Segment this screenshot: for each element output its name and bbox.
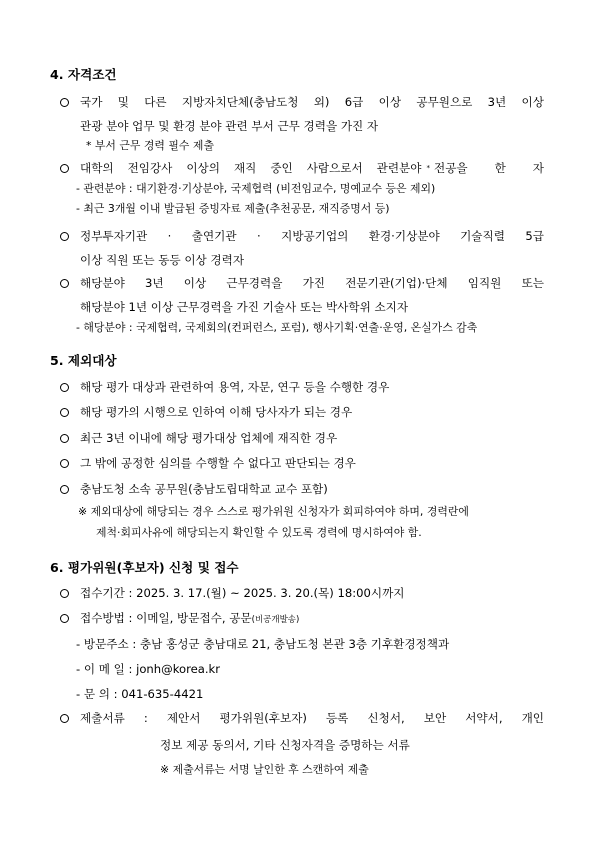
word: 국가	[80, 95, 103, 109]
word: 이상	[183, 276, 207, 290]
footnote-marker: *	[426, 164, 430, 172]
word: 한	[494, 161, 506, 175]
word: 5급	[525, 229, 544, 243]
word: 보안	[423, 711, 447, 725]
word: 지방자치단체(충남도청	[181, 95, 299, 109]
s4-item3-line1	[80, 228, 544, 244]
word: 전공을	[434, 161, 468, 175]
s4-item2-detail2: - 최근 3개월 이내 발급된 증빙자료 제출(추천공문, 재직증명서 등)	[76, 202, 390, 215]
word: 6급	[344, 95, 364, 109]
circle-bullet-icon	[60, 589, 69, 598]
word: 등록	[325, 711, 349, 725]
s4-item1-line1	[80, 94, 544, 110]
word: 제출서류	[80, 711, 125, 725]
s4-item4-line2: 해당분야 1년 이상 근무경력을 가진 기술사 또는 박사학위 소지자	[80, 300, 409, 314]
circle-bullet-icon	[60, 714, 69, 723]
s4-item2-text-b	[434, 160, 544, 176]
s6-period: 접수기간 : 2025. 3. 17.(월) ~ 2025. 3. 20.(목) 18:00시까지	[80, 586, 405, 600]
word: 해당분야	[80, 276, 125, 290]
word: 전임강사	[127, 161, 173, 175]
s4-item1-line2: 관광 분야 업무 및 환경 분야 관련 부서 근무 경력을 가진 자	[80, 119, 379, 133]
s4-item4-line1	[80, 275, 544, 291]
s4-item2-detail1: - 관련분야 : 대기환경·기상분야, 국제협력 (비전임교수, 명예교수 등은 제외)	[76, 182, 436, 195]
word: 임직원	[467, 276, 502, 290]
word: 재직	[233, 161, 257, 175]
word: :	[143, 711, 148, 725]
circle-bullet-icon	[60, 98, 69, 107]
word: 정부투자기관	[80, 229, 148, 243]
circle-bullet-icon	[60, 434, 69, 443]
word: 자	[532, 161, 544, 175]
s4-item1-note: * 부서 근무 경력 필수 제출	[86, 139, 214, 152]
section-5-title: 5. 제외대상	[50, 353, 117, 368]
word: 평가위원(후보자)	[219, 711, 307, 725]
s5-item: 해당 평가의 시행으로 인하여 이해 당사자가 되는 경우	[80, 405, 353, 419]
circle-bullet-icon	[60, 279, 69, 288]
s5-item: 그 밖에 공정한 심의를 수행할 수 없다고 판단되는 경우	[80, 456, 356, 470]
s6-method-text: 접수방법 : 이메일, 방문접수, 공문	[80, 611, 252, 625]
s5-item: 충남도청 소속 공무원(충남도립대학교 교수 포함)	[80, 482, 328, 496]
s6-email: - 이 메 일 : jonh@korea.kr	[76, 662, 221, 676]
s6-method	[80, 610, 299, 628]
word: 가진	[302, 276, 326, 290]
word: 대학의	[80, 161, 114, 175]
word: 중인	[270, 161, 293, 175]
word: 신청서,	[367, 711, 405, 725]
word: 이상	[378, 95, 402, 109]
circle-bullet-icon	[60, 232, 69, 241]
s4-item3-line2: 이상 직원 또는 동등 이상 경력자	[80, 253, 245, 267]
circle-bullet-icon	[60, 459, 69, 468]
word: 기술직렬	[460, 229, 505, 243]
section-6-title: 6. 평가위원(후보자) 신청 및 접수	[50, 560, 239, 575]
s6-docs-line1	[80, 710, 544, 726]
word: 관련분야	[376, 161, 422, 175]
word: 서약서,	[465, 711, 503, 725]
s4-item2-line1	[80, 160, 544, 176]
word: 또는	[521, 276, 544, 290]
word: 및	[117, 95, 129, 109]
section-4-title: 4. 자격조건	[50, 67, 117, 82]
word: 제안서	[166, 711, 201, 725]
s5-note-line2: 제척·회피사유에 해당되는지 확인할 수 있도록 경력에 명시하여야 함.	[96, 526, 422, 539]
word: ·	[167, 229, 172, 243]
word: 이상	[521, 95, 544, 109]
s4-item2-text-a	[80, 160, 422, 176]
circle-bullet-icon	[60, 408, 69, 417]
word: 외)	[313, 95, 330, 109]
s6-docs-line2: 정보 제공 동의서, 기타 신청자격을 증명하는 서류	[160, 738, 410, 752]
word: 공무원으로	[416, 95, 473, 109]
circle-bullet-icon	[60, 614, 69, 623]
word: 3년	[487, 95, 507, 109]
word: 개인	[521, 711, 544, 725]
s4-item4-detail1: - 해당분야 : 국제협력, 국제회의(컨퍼런스, 포럼), 행사기획·연출·운영, 온실가스 감축	[76, 321, 478, 334]
s5-note-line1: ※ 제외대상에 해당되는 경우 스스로 평가위원 신청자가 회피하여야 하며, 경력란에	[78, 505, 469, 518]
word: 환경·기상분야	[368, 229, 440, 243]
s6-method-small: (비공개발송)	[251, 615, 300, 625]
word: 전문기관(기업)·단체	[345, 276, 448, 290]
word: 다른	[144, 95, 167, 109]
s6-docs-note: ※ 제출서류는 서명 날인한 후 스캔하여 제출	[160, 763, 369, 776]
circle-bullet-icon	[60, 164, 69, 173]
word: 지방공기업의	[281, 229, 349, 243]
s4-item2-sup-wrap	[427, 160, 431, 176]
s5-item: 해당 평가 대상과 관련하여 용역, 자문, 연구 등을 수행한 경우	[80, 380, 390, 394]
word: 이상의	[186, 161, 220, 175]
circle-bullet-icon	[60, 383, 69, 392]
word: ·	[257, 229, 261, 243]
circle-bullet-icon	[60, 485, 69, 494]
s5-item: 최근 3년 이내에 해당 평가대상 업체에 재직한 경우	[80, 431, 338, 445]
s6-address: - 방문주소 : 충남 홍성군 충남대로 21, 충남도청 본관 3층 기후환경정책과	[76, 637, 450, 651]
word: 근무경력을	[226, 276, 283, 290]
word: 출연기관	[191, 229, 237, 243]
word: 3년	[145, 276, 164, 290]
word: 사람으로서	[306, 161, 363, 175]
s6-phone: - 문 의 : 041-635-4421	[76, 687, 204, 701]
